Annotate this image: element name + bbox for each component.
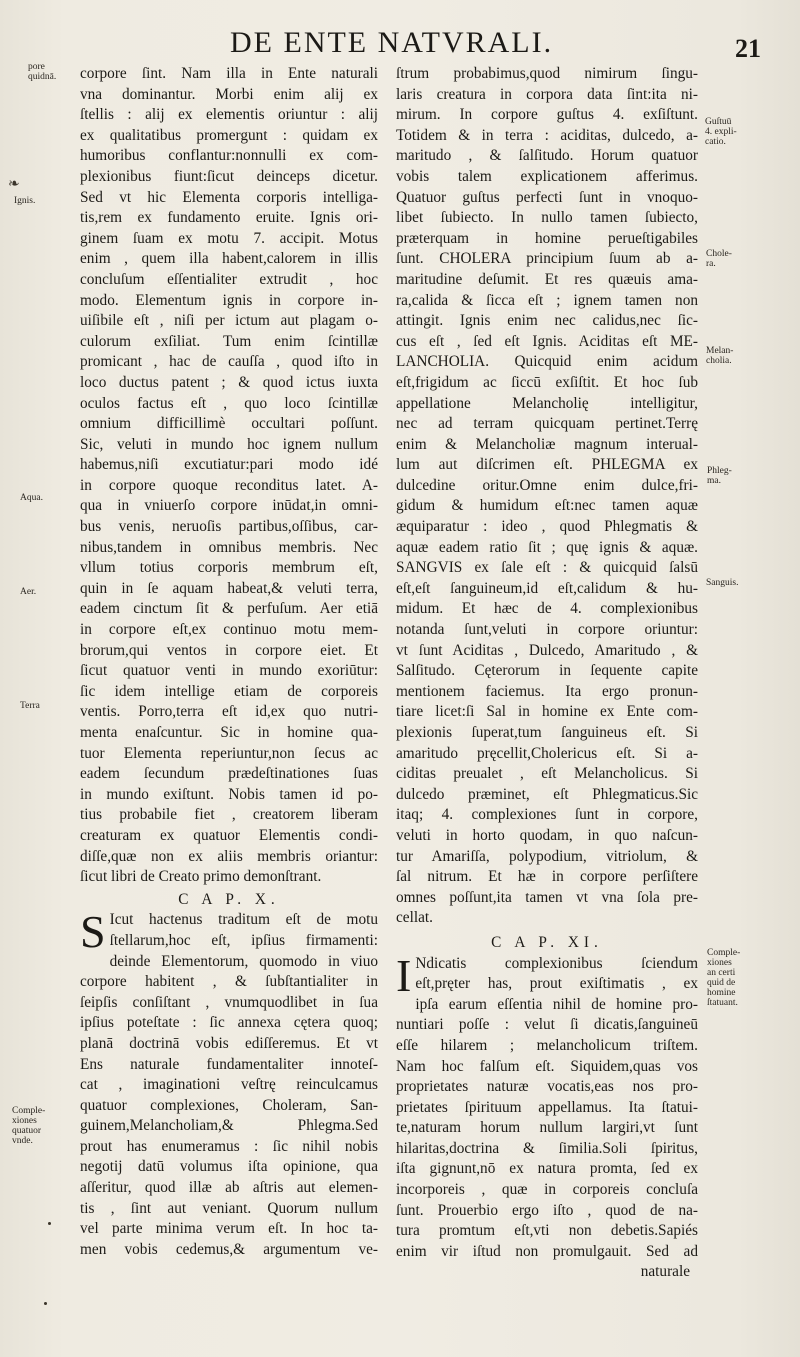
text-line: ex qualitatibus promergunt : quidam ex xyxy=(80,126,378,144)
dropcap: S xyxy=(80,906,106,958)
margin-note-line: xiones xyxy=(707,958,732,968)
text-line: tius probabile fiet , creatorem liberam xyxy=(80,806,378,824)
text-line: quatuor complexiones, Choleram, San- xyxy=(80,1096,378,1114)
left-margin-note xyxy=(12,1106,45,1146)
text-line: midum. Et hæc de 4. complexionibus xyxy=(396,600,698,618)
left-margin-note xyxy=(20,493,43,503)
margin-note-line: vnde. xyxy=(12,1136,33,1146)
text-line: menta enaſcuntur. Sic in homine qua- xyxy=(80,724,378,741)
text-line: veluti in horto quodam, in quo naſcun- xyxy=(396,826,698,844)
text-line: loco ductus patent ; & quod ictus iuxta xyxy=(80,373,378,391)
right-margin-note xyxy=(707,948,740,1008)
text-line: tuor Elementa reperiuntur,non ſecus ac xyxy=(80,744,378,762)
chapter-heading-xi: C A P. XI. xyxy=(491,933,603,951)
margin-note-line: Aqua. xyxy=(20,493,43,503)
text-line: humoribus conflantur:nonnulli ex com- xyxy=(80,147,378,165)
text-line: in corpore eſt,ex continuo motu mem- xyxy=(80,621,378,639)
margin-note-line: xiones xyxy=(12,1116,37,1126)
text-line: ſicut libri de Creato primo demonſtrant. xyxy=(80,868,322,886)
text-line: enim , quem illa habent,calorem in illis xyxy=(80,250,378,268)
text-line: Icut hactenus traditum eſt de motu xyxy=(109,911,378,929)
text-line: præterquam in homine perueſtigabiles xyxy=(396,229,698,247)
text-line: in corpore quoque reconditus latet. A- xyxy=(80,476,378,494)
text-line: quin in ſe aquam habeat,& veluti terra, xyxy=(80,579,378,597)
right-margin-note xyxy=(707,466,732,486)
text-line: lum aut diſcrimen eſt. PHLEGMA ex xyxy=(396,456,698,474)
margin-note-line: catio. xyxy=(705,137,726,147)
text-line: modo. Elementum ignis in corpore in- xyxy=(80,291,378,309)
text-line: corpore ſint. Nam illa in Ente naturali xyxy=(80,65,378,82)
text-line: Ndicatis complexionibus ſciendum xyxy=(415,954,698,972)
text-line: tur Amariſſa, polypodium, vitriolum, & xyxy=(396,847,698,865)
right-text-column xyxy=(396,64,698,1283)
text-line: tis , ſint aut veniant. Quorum nullum xyxy=(80,1199,378,1217)
text-line: uiſibile eſt , niſi per ictum aut plagam o- xyxy=(80,312,378,330)
text-line: enim vir iſtud non promulgauit. Sed ad xyxy=(396,1242,698,1260)
margin-note-line: an certi xyxy=(707,968,736,978)
margin-note-line: Comple- xyxy=(12,1106,46,1116)
running-head xyxy=(0,22,800,62)
printer-ornament-icon: ❧ xyxy=(8,176,20,192)
text-line: eadem cinctum ſit & perfuſum. Aer etiā xyxy=(80,600,378,618)
text-line: ginem ſuam ex motu 7. accipit. Motus xyxy=(80,229,378,247)
text-line: omnium difficillimè occultari poſſunt. xyxy=(80,415,378,433)
left-text-column xyxy=(80,64,378,1260)
text-line: iſta gignunt,nō ex natura promta, ſed ex xyxy=(396,1160,698,1178)
margin-note-line: homine xyxy=(707,988,736,998)
text-line: ipſa earum eſſentia nihil de homine pro- xyxy=(415,995,698,1013)
right-body-text xyxy=(396,64,698,929)
chapter-xi-text xyxy=(396,949,698,1263)
text-line: tiare licet:ſi Sal in homine ex Ente com- xyxy=(396,703,698,721)
text-line: incorporeis , quæ in corporeis concluſa xyxy=(396,1181,698,1199)
text-line: dulcedine oritur.Omne enim dulce,fri- xyxy=(396,476,698,494)
margin-note-line: 4. expli- xyxy=(705,127,737,137)
text-line: concluſum eſſentialiter extrudit , hoc xyxy=(80,270,378,288)
margin-note-line: Comple- xyxy=(707,948,741,958)
margin-note-line: quid de xyxy=(707,978,736,988)
text-line: eſt,frigidum ac ſiccū exſiſtit. Et hoc ſub xyxy=(396,373,698,391)
margin-note-line: Ignis. xyxy=(14,196,36,206)
text-line: enim & Melancholiæ magnum interual- xyxy=(396,435,698,453)
text-line: ventis. Porro,terra eſt id,ex quo nutri- xyxy=(80,703,378,721)
text-line: ſeipſis conſiſtant , vnumquodlibet in ſua xyxy=(80,993,378,1011)
margin-note-line: quatuor xyxy=(12,1126,42,1136)
left-margin-note xyxy=(14,196,35,206)
right-margin-note xyxy=(705,117,737,147)
text-line: eadem ſecundum prædeſtinationes ſuas xyxy=(80,765,378,783)
text-line: aquæ eadem ratio ſit ; quę ignis & aquæ. xyxy=(396,538,698,556)
margin-note-line: ma. xyxy=(707,476,721,486)
ink-speck xyxy=(48,1222,51,1225)
text-line: amaritudo pręcellit,Cholericus eſt. Si a- xyxy=(396,744,698,762)
left-margin-note xyxy=(20,701,40,711)
margin-note-line: ſtatuant. xyxy=(707,998,738,1008)
text-line: vobis talem explicationem afferimus. xyxy=(396,167,698,185)
margin-note-line: Chole- xyxy=(706,249,732,259)
text-line: SANGVIS ex ſale eſt : & quicquid ſalsū xyxy=(396,559,698,577)
text-line: vel parte minima verum eſt. In hoc ta- xyxy=(80,1220,378,1238)
text-line: cat , imaginationi veſtrę reinculcamus xyxy=(80,1076,378,1094)
text-line: guinem,Melancholiam,& Phlegma.Sed xyxy=(80,1117,378,1135)
dropcap: I xyxy=(396,949,412,1001)
text-line: brorum,qui ventos in corpore eiet. Et xyxy=(80,641,378,659)
text-line: hilaritas,doctrina & ſimilia.Soli ſpiritus, xyxy=(396,1139,698,1157)
catchword: naturale xyxy=(640,1263,690,1281)
text-line: cus eſt , ſed eſt Ignis. Aciditas eſt ME- xyxy=(396,332,698,350)
text-line: bus venis, neruoſis partibus,oſſibus, car- xyxy=(80,518,378,536)
text-line: oculos factus eſt , quo loco ſcintillæ xyxy=(80,394,378,412)
text-line: proprietates naturæ vocatis,eas nos pro- xyxy=(396,1078,698,1096)
right-margin-note xyxy=(706,346,733,366)
text-line: Quatuor guſtus perfecti ſunt in vnoquo- xyxy=(396,188,698,206)
text-line: ſunt. Prouerbio ergo iſto , quod de na- xyxy=(396,1201,698,1219)
text-line: Sed vt hic Elementa corporis intelliga- xyxy=(80,188,378,206)
text-line: prietates ſpirituum appellamus. Ita ſtatui- xyxy=(396,1098,698,1116)
text-line: attingit. Ignis enim nec calidus,nec ſic- xyxy=(396,312,698,330)
text-line: vllum totius corporis membrum eſt, xyxy=(80,559,378,577)
text-line: maritudine deſumit. Et res quæuis ama- xyxy=(396,270,698,288)
text-line: ſunt. CHOLERA principium ſuum ab a- xyxy=(396,250,698,268)
text-line: notanda ſunt,veluti in corpore oriuntur: xyxy=(396,621,698,639)
chapter-heading-x: C A P. X. xyxy=(178,890,280,908)
text-line: men vobis cedemus,& argumentum ve- xyxy=(80,1240,378,1258)
text-line: qua in vniuerſo corpore inūdat,in omni- xyxy=(80,497,378,515)
left-margin-note xyxy=(20,587,36,597)
text-line: ſtellis : alij ex elementis oriuntur : alij xyxy=(80,106,378,124)
text-line: Salſitudo. Cęterorum in ſequente capite xyxy=(396,662,698,680)
text-line: appellatione Melancholię intelligitur, xyxy=(396,394,698,412)
margin-note-line: Aer. xyxy=(20,587,37,597)
text-line: plexionibus fiunt:ſicut deinceps dicetur. xyxy=(80,167,378,185)
text-line: prout has enumeramus : ſic nihil nobis xyxy=(80,1137,378,1155)
text-line: nuntiari poſſe : velut ſi dicatis,ſanguineū xyxy=(396,1016,698,1034)
margin-note-line: Melan- xyxy=(706,346,734,356)
text-line: diſſe,quæ non ex aliis membris oriantur: xyxy=(80,847,378,865)
text-line: mentionem faciemus. Ita ergo pronun- xyxy=(396,682,698,700)
page-title: DE ENTE NATVRALI. xyxy=(230,26,554,59)
text-line: nec ad terram quicquam pertinet.Terrę xyxy=(396,415,698,433)
text-line: itaq; 4. complexiones ſunt in corpore, xyxy=(396,806,698,824)
text-line: aſſeritur, quod illæ ab aſtris aut elemen- xyxy=(80,1179,378,1197)
text-line: ra,calida & ſicca eſt ; ignem tamen non xyxy=(396,291,698,309)
text-line: libet ſubiecto. In nullo tamen ſubiecto, xyxy=(396,209,698,227)
text-line: promicant , hac de cauſſa , quod iſto in xyxy=(80,353,378,371)
text-line: ſtrum probabimus,quod nimirum ſingu- xyxy=(396,65,698,82)
text-line: æquiparatur : ideo , quod Phlegmatis & xyxy=(396,518,698,536)
text-line: mirum. In corpore guſtus 4. exſiſtunt. xyxy=(396,106,698,124)
text-line: tura promtum eſt,vti non debetis.Sapiés xyxy=(396,1222,698,1240)
left-margin-note xyxy=(28,62,56,82)
right-margin-note xyxy=(706,249,732,269)
text-line: tis,rem ex fundamento eruite. Ignis ori- xyxy=(80,209,378,227)
text-line: eſt,eſt ſanguineum,id eſt,calidum & hu- xyxy=(396,579,698,597)
text-line: maritudo , & ſalſitudo. Horum quatuor xyxy=(396,147,698,165)
margin-note-line: cholia. xyxy=(706,356,732,366)
text-line: cellat. xyxy=(396,909,433,927)
text-line: creaturam ex quatuor Elementis condi- xyxy=(80,826,378,844)
chapter-x-text xyxy=(80,906,378,1260)
text-line: planā doctrinā vobis ediſſeremus. Et vt xyxy=(80,1034,378,1052)
text-line: Totidem & in terra : aciditas, dulcedo, a- xyxy=(396,126,698,144)
text-line: Sic, veluti in mundo hoc ignem nullum xyxy=(80,435,378,453)
margin-note-line: Guſtuū xyxy=(705,117,732,127)
margin-note-line: Phleg- xyxy=(707,466,732,476)
text-line: corpore habitent , & ſubſtantialiter in xyxy=(80,973,378,991)
text-line: nibus,tandem in omnibus membris. Nec xyxy=(80,538,378,556)
text-line: gidum & humidum eſt:nec tamen aquæ xyxy=(396,497,698,515)
margin-note-line: Sanguis. xyxy=(706,578,739,588)
text-line: in mundo exiſtunt. Nobis tamen id po- xyxy=(80,785,378,803)
text-line: ipſius poteſtate : ſic annexa cętera quoq; xyxy=(80,1014,378,1032)
text-line: eſt,pręter has, prout exiſtimatis , ex xyxy=(415,975,698,993)
text-line: dulcedo præminet, eſt Phlegmaticus.Sic xyxy=(396,785,698,803)
text-line: habemus,niſi excutiatur:pari modo idé xyxy=(80,456,378,474)
text-line: LANCHOLIA. Quicquid enim acidum xyxy=(396,353,698,371)
left-body-text xyxy=(80,64,378,888)
right-margin-note xyxy=(706,578,738,588)
text-line: plexionis ſuperat,tum ſanguineus eſt. Si xyxy=(396,724,698,741)
text-line: Nam hoc falſum eſt. Siquidem,quas vos xyxy=(396,1057,698,1075)
margin-note-line: pore xyxy=(28,62,45,72)
text-line: vna dominantur. Morbi enim alij ex xyxy=(80,85,378,103)
text-line: ciditas preualet , eſt Melancholicus. Si xyxy=(396,765,698,783)
text-line: ſic idem intellige etiam de corporeis xyxy=(80,682,378,700)
text-line: ſtellarum,hoc eſt, ipſius firmamenti: xyxy=(109,931,378,949)
text-line: ſal nitrum. Et hæ in corpore perſiſtere xyxy=(396,868,698,886)
margin-note-line: ra. xyxy=(706,259,716,269)
text-line: ſicut quatuor venti in mundo exoriūtur: xyxy=(80,662,378,680)
text-line: laris creatura in corpora data ſint:ita ni- xyxy=(396,85,698,103)
text-line: eſſe hilarem ; melancholicum triſtem. xyxy=(396,1036,698,1054)
text-line: Ens naturale fundamentaliter innoteſ- xyxy=(80,1055,378,1073)
text-line: te,naturam horum nullum largiri,vt ſunt xyxy=(396,1119,698,1137)
text-line: vt ſunt Aciditas , Dulcedo, Amaritudo , & xyxy=(396,641,698,659)
text-line: culorum exſiliat. Tum enim ſcintillæ xyxy=(80,332,378,350)
text-line: negotij datū volumus iſta opinione, qua xyxy=(80,1158,378,1176)
margin-note-line: quidnā. xyxy=(28,72,57,82)
text-line: deinde Elementorum, quomodo in viuo xyxy=(109,952,378,970)
margin-note-line: Terra xyxy=(20,701,40,711)
ink-speck xyxy=(44,1302,47,1305)
text-line: omnes poſſunt,ita tamen vt vna ſola pre- xyxy=(396,888,698,906)
page-number: 21 xyxy=(735,34,761,63)
